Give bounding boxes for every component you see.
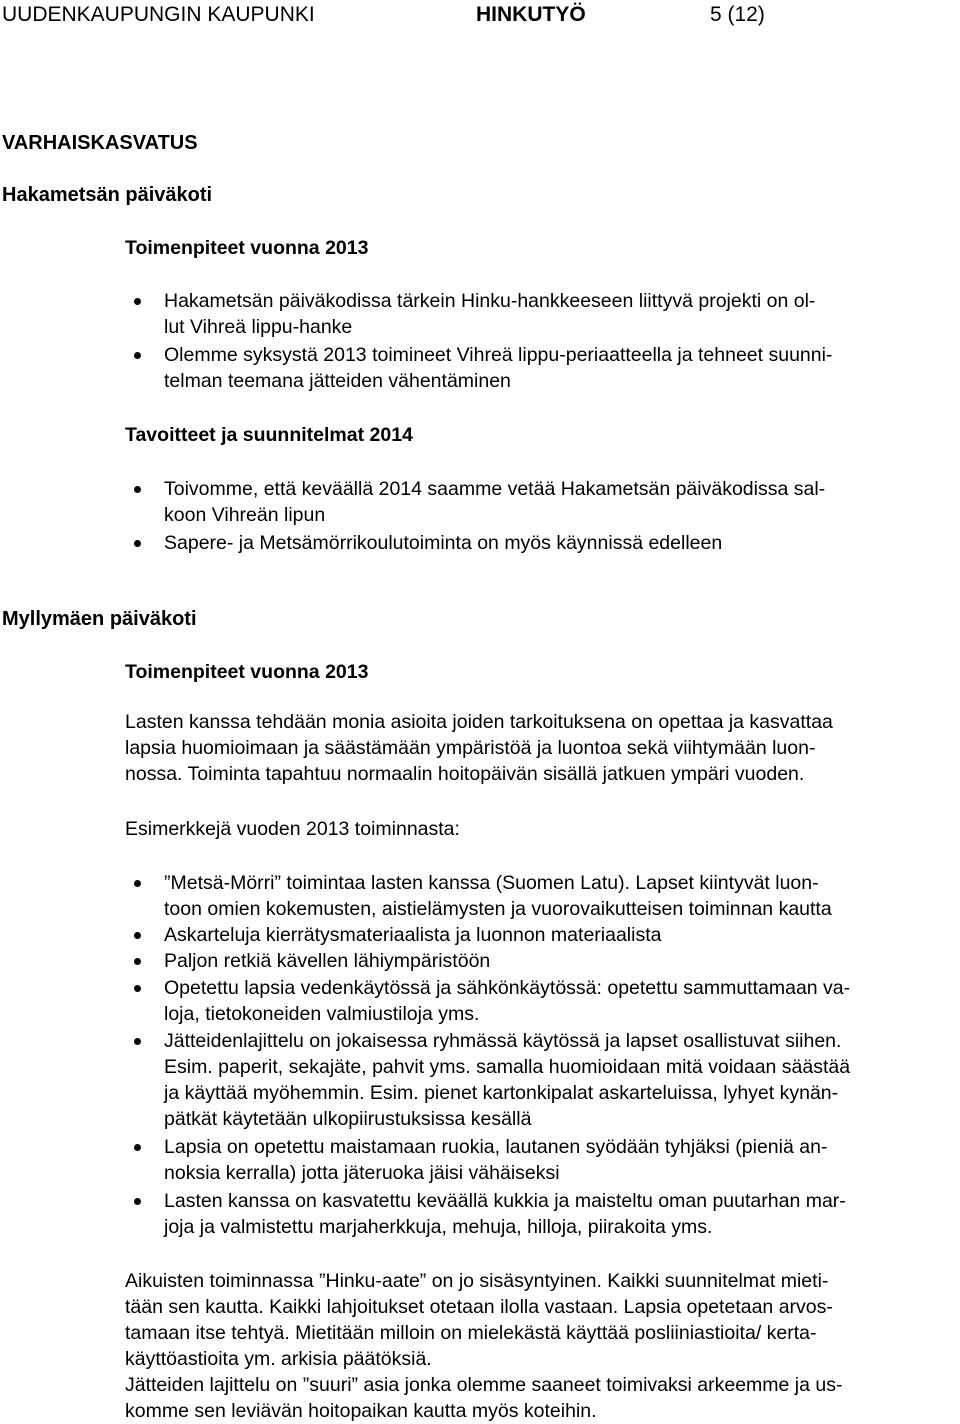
paragraph-line: tamaan itse tehtyä. Mietitään milloin on mielekästä käyttää posliiniastioita/ kerta- <box>125 1322 817 1344</box>
bullet-icon <box>134 985 141 992</box>
list-item-text: Opetettu lapsia vedenkäytössä ja sähkönkäytössä: opetettu sammuttamaan va- <box>164 977 851 999</box>
bullet-icon <box>134 1198 141 1205</box>
bullet-icon <box>134 540 141 547</box>
paragraph-line: tään sen kautta. Kaikki lahjoitukset otetaan ilolla vastaan. Lapsia opetetaan arvos- <box>125 1296 833 1318</box>
list-item-text: Lapsia on opetettu maistamaan ruokia, lautanen syödään tyhjäksi (pieniä an- <box>164 1136 828 1158</box>
list-item-text: Hakametsän päiväkodissa tärkein Hinku-hankkeeseen liittyvä projekti on ol- <box>164 290 816 312</box>
bullet-icon <box>134 932 141 939</box>
paragraph-line: lapsia huomioimaan ja säästämään ympäristöä ja luontoa sekä viihtymään luon- <box>125 737 816 759</box>
myllymaki-actions-heading: Toimenpiteet vuonna 2013 <box>125 661 369 683</box>
myllymaki-title: Myllymäen päiväkoti <box>2 608 197 630</box>
list-item-text: Toivomme, että keväällä 2014 saamme vetää Hakametsän päiväkodissa sal- <box>164 478 826 500</box>
list-item-text: ja käyttää myöhemmin. Esim. pienet kartonkipalat askarteluissa, lyhyet kynän- <box>164 1082 839 1104</box>
list-item-text: Esim. paperit, sekajäte, pahvit yms. samalla huomioidaan mitä voidaan säästää <box>164 1056 851 1078</box>
bullet-icon <box>134 880 141 887</box>
header-organization: UUDENKAUPUNGIN KAUPUNKI <box>2 3 315 26</box>
bullet-icon <box>134 1038 141 1045</box>
paragraph-line: Aikuisten toiminnassa ”Hinku-aate” on jo sisäsyntyinen. Kaikki suunnitelmat mieti- <box>125 1270 829 1292</box>
list-item-text: ”Metsä-Mörri” toimintaa lasten kanssa (Suomen Latu). Lapset kiintyvät luon- <box>164 872 819 894</box>
hakametsa-title: Hakametsän päiväkoti <box>2 184 213 206</box>
paragraph-line: komme sen leviävän hoitopaikan kautta myös koteihin. <box>125 1400 597 1422</box>
bullet-icon <box>134 486 141 493</box>
header-page-number: 5 (12) <box>710 3 765 26</box>
list-item-text: joja ja valmistettu marjaherkkuja, mehuja, hilloja, piirakoita yms. <box>164 1216 713 1238</box>
list-item-text: Olemme syksystä 2013 toimineet Vihreä lippu-periaatteella ja tehneet suunni- <box>164 344 833 366</box>
bullet-icon <box>134 298 141 305</box>
myllymaki-examples-heading: Esimerkkejä vuoden 2013 toiminnasta: <box>125 818 460 840</box>
list-item-text: koon Vihreän lipun <box>164 504 326 526</box>
list-item-text: toon omien kokemusten, aistielämysten ja vuorovaikutteisen toiminnan kautta <box>164 898 832 920</box>
list-item-text: Paljon retkiä kävellen lähiympäristöön <box>164 950 491 972</box>
list-item-text: pätkät käytetään ulkopiirustuksissa kesällä <box>164 1108 532 1130</box>
paragraph-line: käyttöastioita ym. arkisia päätöksiä. <box>125 1348 432 1370</box>
section-title: VARHAISKASVATUS <box>2 132 198 154</box>
list-item-text: loja, tietokoneiden valmiustiloja yms. <box>164 1003 480 1025</box>
hakametsa-goals-heading: Tavoitteet ja suunnitelmat 2014 <box>125 424 413 446</box>
list-item-text: Sapere- ja Metsämörrikoulutoiminta on myös käynnissä edelleen <box>164 532 723 554</box>
bullet-icon <box>134 958 141 965</box>
paragraph-line: Jätteiden lajittelu on ”suuri” asia jonka olemme saaneet toimivaksi arkeemme ja us- <box>125 1374 843 1396</box>
list-item-text: telman teemana jätteiden vähentäminen <box>164 370 511 392</box>
paragraph-line: Lasten kanssa tehdään monia asioita joiden tarkoituksena on opettaa ja kasvattaa <box>125 711 833 733</box>
paragraph-line: nossa. Toiminta tapahtuu normaalin hoitopäivän sisällä jatkuen ympäri vuoden. <box>125 763 805 785</box>
bullet-icon <box>134 352 141 359</box>
bullet-icon <box>134 1144 141 1151</box>
list-item-text: lut Vihreä lippu-hanke <box>164 316 353 338</box>
list-item-text: noksia kerralla) jotta jäteruoka jäisi vähäiseksi <box>164 1162 560 1184</box>
list-item-text: Jätteidenlajittelu on jokaisessa ryhmässä käytössä ja lapset osallistuvat siihen. <box>164 1030 842 1052</box>
hakametsa-actions-heading: Toimenpiteet vuonna 2013 <box>125 237 369 259</box>
list-item-text: Askarteluja kierrätysmateriaalista ja luonnon materiaalista <box>164 924 662 946</box>
header-document-title: HINKUTYÖ <box>476 3 586 26</box>
list-item-text: Lasten kanssa on kasvatettu keväällä kukkia ja maisteltu oman puutarhan mar- <box>164 1190 846 1212</box>
